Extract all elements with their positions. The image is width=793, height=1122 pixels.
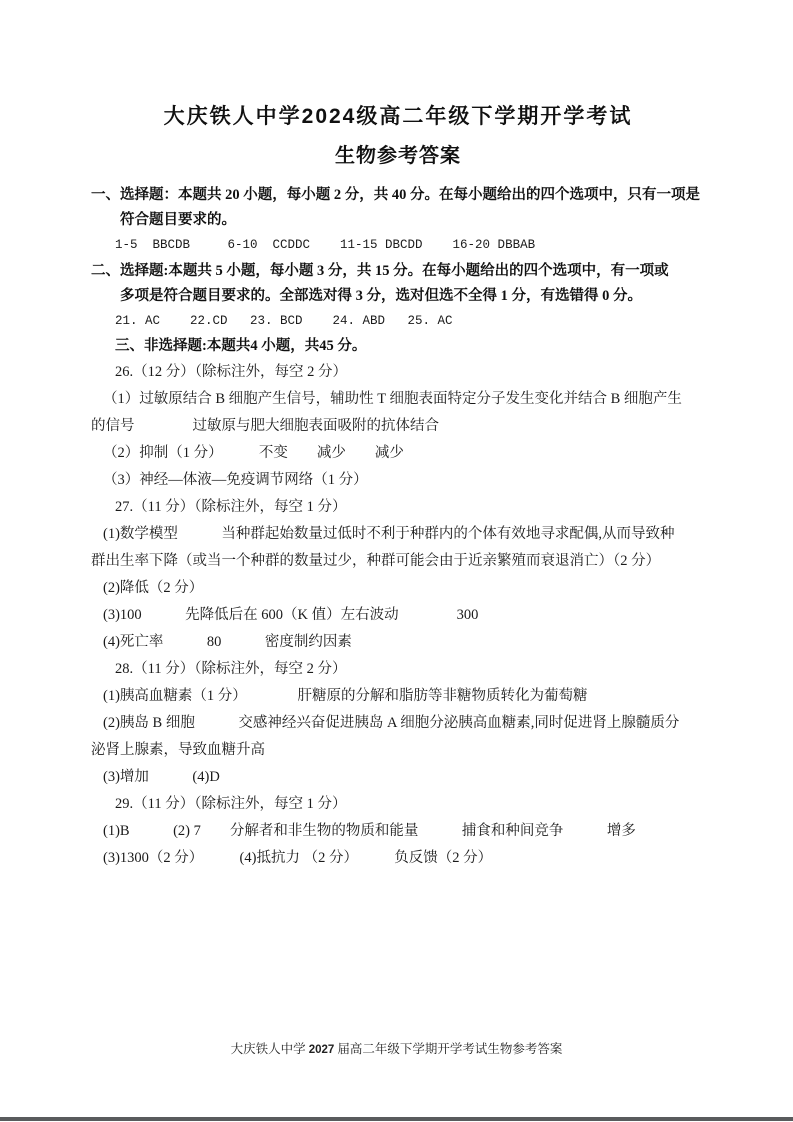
content-line: 泌肾上腺素，导致血糖升高 xyxy=(91,742,265,759)
page-footer xyxy=(0,1040,793,1059)
content-line: （1）过敏原结合 B 细胞产生信号，辅助性 T 细胞表面特定分子发生变化并结合 B 细胞产生 xyxy=(103,391,682,408)
footer-text-suffix: 届高二年级下学期开学考试生物参考答案 xyxy=(334,1042,563,1056)
document-subtitle: 生物参考答案 xyxy=(335,145,461,167)
content-line: (3)100 先降低后在 600（K 值）左右波动 300 xyxy=(103,607,479,624)
content-line: 群出生率下降（或当一个种群的数量过少，种群可能会由于近亲繁殖而衰退消亡）（2 分） xyxy=(91,553,661,570)
content-line: (2)胰岛 B 细胞 交感神经兴奋促进胰岛 A 细胞分泌胰高血糖素,同时促进肾上腺髓质分 xyxy=(103,715,680,732)
content-line: 的信号 过敏原与肥大细胞表面吸附的抗体结合 xyxy=(91,418,439,435)
content-line: （2）抑制（1 分） 不变 减少 减少 xyxy=(103,445,404,462)
answer-lines-container xyxy=(91,183,705,872)
content-line: 26.（12 分）（除标注外，每空 2 分） xyxy=(115,364,347,381)
content-line: (3)1300（2 分） (4)抵抗力 （2 分） 负反馈（2 分） xyxy=(103,850,493,867)
content-line: （3）神经—体液—免疫调节网络（1 分） xyxy=(103,472,368,489)
content-line: (1)胰高血糖素（1 分） 肝糖原的分解和脂肪等非糖物质转化为葡萄糖 xyxy=(103,688,588,705)
footer-year: 2027 xyxy=(308,1044,335,1056)
document-content xyxy=(91,104,705,872)
content-line: (1)B (2) 7 分解者和非生物的物质和能量 捕食和种间竞争 增多 xyxy=(103,823,636,840)
content-line: 二、选择题:本题共 5 小题，每小题 3 分，共 15 分。在每小题给出的四个选项中，有一项或 xyxy=(91,262,669,279)
content-line: 多项是符合题目要求的。全部选对得 3 分，选对但选不全得 1 分，有选错得 0 分。 xyxy=(120,287,642,304)
content-line: 21. AC 22.CD 23. BCD 24. ABD 25. AC xyxy=(115,314,453,329)
content-line: 27.（11 分）（除标注外，每空 1 分） xyxy=(115,499,347,516)
page-bottom-edge xyxy=(0,1117,793,1121)
content-line: 符合题目要求的。 xyxy=(120,212,236,229)
document-title: 大庆铁人中学2024级高二年级下学期开学考试 xyxy=(163,105,633,128)
content-line: 一、选择题：本题共 20 小题，每小题 2 分，共 40 分。在每小题给出的四个选项中，只有一项是 xyxy=(91,187,700,203)
content-line: 29.（11 分）（除标注外，每空 1 分） xyxy=(115,796,347,813)
content-line: (1)数学模型 当种群起始数量过低时不利于种群内的个体有效地寻求配偶,从而导致种 xyxy=(103,526,675,543)
content-line: (4)死亡率 80 密度制约因素 xyxy=(103,634,352,651)
content-line: (3)增加 (4)D xyxy=(103,769,220,786)
content-line: 1-5 BBCDB 6-10 CCDDC 11-15 DBCDD 16-20 DBBAB xyxy=(115,238,536,253)
content-line: 28.（11 分）（除标注外，每空 2 分） xyxy=(115,661,347,678)
footer-text-prefix: 大庆铁人中学 xyxy=(230,1042,309,1056)
content-line: 三、非选择题:本题共4 小题，共45 分。 xyxy=(115,338,367,355)
content-line: (2)降低（2 分） xyxy=(103,580,204,597)
